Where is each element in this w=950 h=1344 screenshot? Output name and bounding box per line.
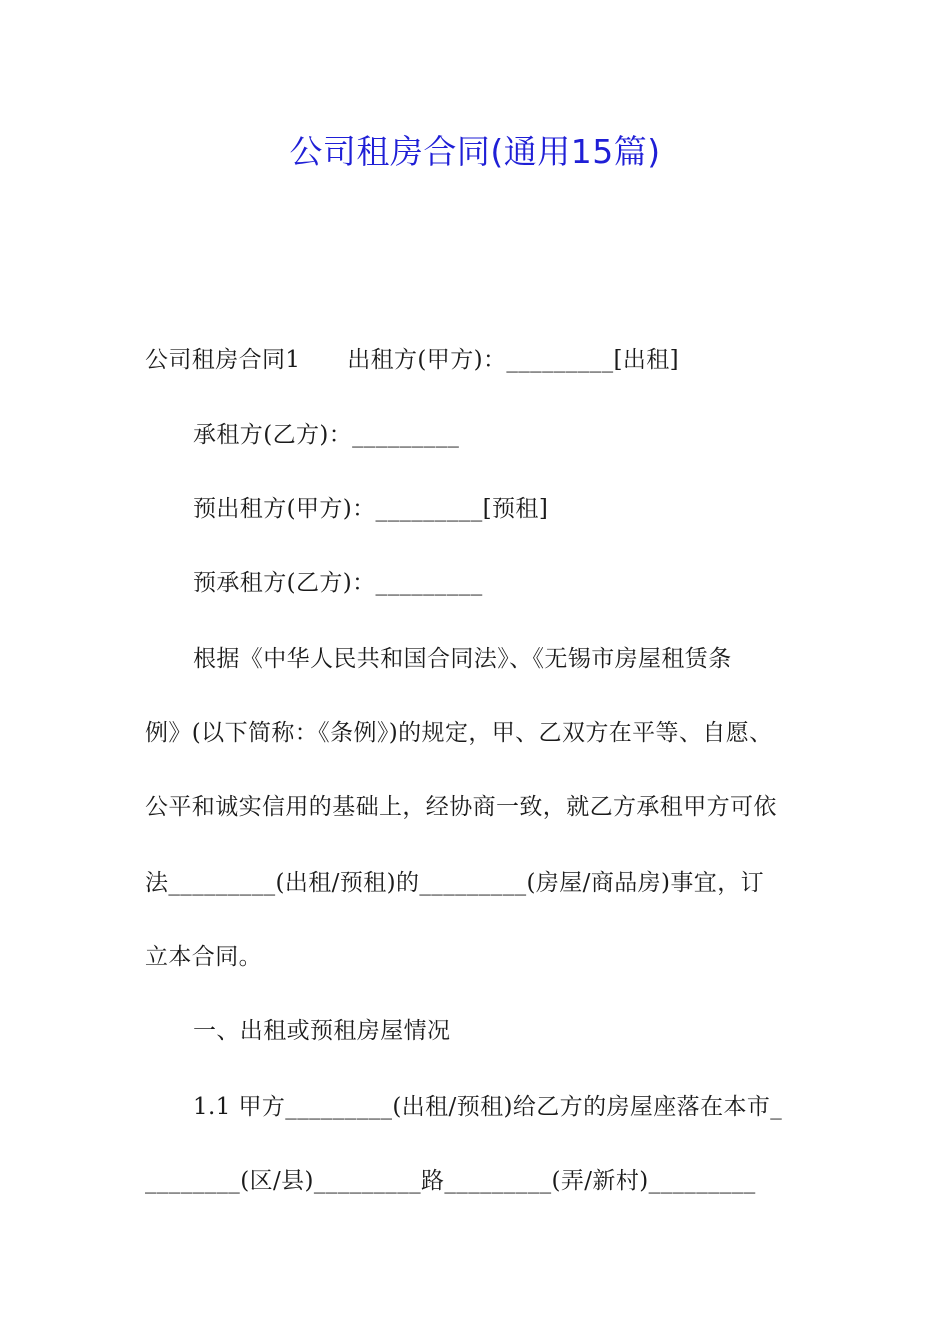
contract-heading-lessor-line: 公司租房合同1 出租方(甲方)：_________[出租] [145,347,680,373]
document-title: 公司租房合同(通用15篇) [289,132,661,171]
preamble-line: 法_________(出租/预租)的_________(房屋/商品房)事宜，订 [145,870,764,896]
pre-lessee-line: 预承租方(乙方)：_________ [193,570,483,596]
lessee-line: 承租方(乙方)：_________ [193,422,460,448]
preamble-line: 立本合同。 [145,944,262,970]
clause-line: ________(区/县)_________路_________(弄/新村)_________ [145,1168,756,1194]
preamble-line: 例》(以下简称：《条例》)的规定，甲、乙双方在平等、自愿、 [145,720,773,746]
preamble-line: 公平和诚实信用的基础上，经协商一致，就乙方承租甲方可依 [145,794,777,820]
clause-line: 1.1 甲方_________(出租/预租)给乙方的房屋座落在本市_ [193,1094,783,1120]
section-heading: 一、出租或预租房屋情况 [193,1018,451,1044]
preamble-line: 根据《中华人民共和国合同法》、《无锡市房屋租赁条 [193,646,732,672]
pre-lessor-line: 预出租方(甲方)：_________[预租] [193,496,549,522]
